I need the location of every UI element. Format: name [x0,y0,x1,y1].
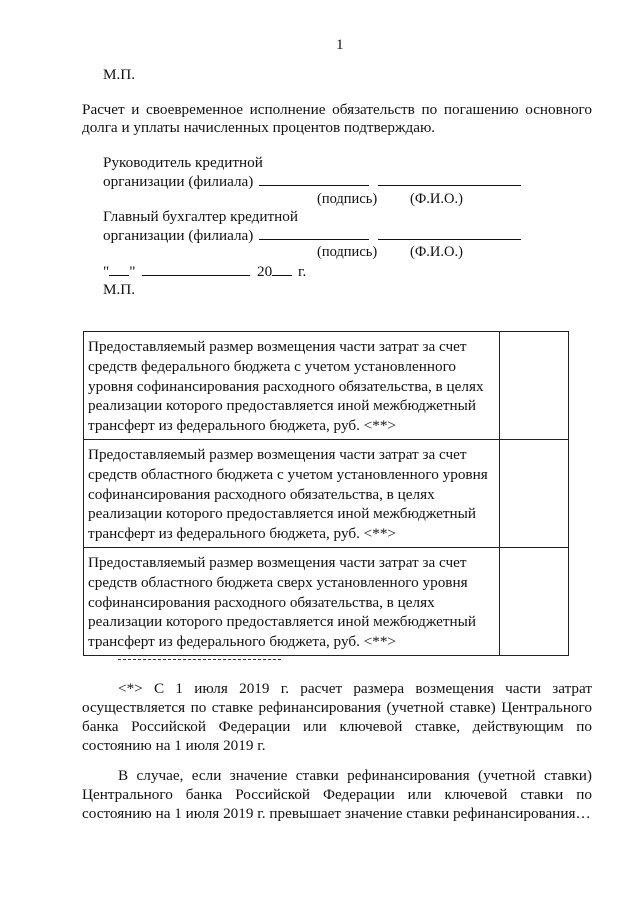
accountant-signature-caption: (подпись) [317,244,378,260]
accountant-title-line-2 [103,226,521,245]
head-title-text: организации (филиала) [103,173,254,190]
accountant-name-blank[interactable] [378,226,521,240]
date-year-suffix: г. [297,263,307,280]
date-open-quote: " [103,263,110,280]
table-row-text: Предоставляемый размер возмещения части затрат за счет средств областного бюджета с учетом установленного уровня софинансирования расходного обязательства, в целях реализации которого предоставляется иной межбюджетный трансферт из федерального бюджета, руб. <**> [84,439,500,547]
table-row-text: Предоставляемый размер возмещения части затрат за счет средств федерального бюджета с учетом установленного уровня софинансирования расходного обязательства, в целях реализации которого предоставляется иной межбюджетный трансферт из федерального бюджета, руб. <**> [84,332,500,440]
date-year-prefix: 20 [257,263,273,280]
footnote-2: В случае, если значение ставки рефинансирования (учетной ставки) Центрального банка Российской Федерации или ключевой ставки по состоянию на 1 июля 2019 г. превышает значение ставки рефинансирования… [82,767,592,822]
head-signature-caption: (подпись) [317,191,378,207]
footnote-separator [118,659,281,660]
confirmation-line-1: Расчет и своевременное исполнение обязательств по погашению основного [82,101,592,118]
table-row [84,547,569,655]
table-row-value[interactable] [500,439,569,547]
date-year-blank[interactable] [272,262,292,276]
date-close-quote: " [129,263,136,280]
table-row-value[interactable] [500,332,569,440]
date-month-blank[interactable] [142,262,250,276]
table-row-text: Предоставляемый размер возмещения части затрат за счет средств областного бюджета сверх установленного уровня софинансирования расходного обязательства, в целях реализации которого предоставляется иной межбюджетный трансферт из федерального бюджета, руб. <**> [84,547,500,655]
head-title-line-2 [103,172,521,191]
accountant-title-text: организации (филиала) [103,227,254,244]
head-title-line-1: Руководитель кредитной [103,154,263,171]
head-name-blank[interactable] [378,172,521,186]
confirmation-line-2: долга и уплаты начисленных процентов подтверждаю. [82,119,436,136]
accountant-signature-blank[interactable] [259,226,369,240]
accountant-name-caption: (Ф.И.О.) [410,244,463,260]
stamp-label: М.П. [103,66,136,83]
accountant-title-line-1: Главный бухгалтер кредитной [103,208,299,225]
footnote-1: <*> С 1 июля 2019 г. расчет размера возмещения части затрат осуществляется по ставке рефинансирования (учетной ставке) Центрального банка Российской Федерации или ключевой ставке, действующим по состоянию на 1 июля 2019 г. [82,680,592,754]
date-line [103,262,306,281]
page-number: 1 [336,36,344,53]
table-row [84,332,569,440]
table-row-value[interactable] [500,547,569,655]
date-day-blank[interactable] [109,262,129,276]
table-row [84,439,569,547]
head-name-caption: (Ф.И.О.) [410,191,463,207]
stamp-label: М.П. [103,281,136,298]
subsidy-table [83,331,569,656]
head-signature-blank[interactable] [259,172,369,186]
